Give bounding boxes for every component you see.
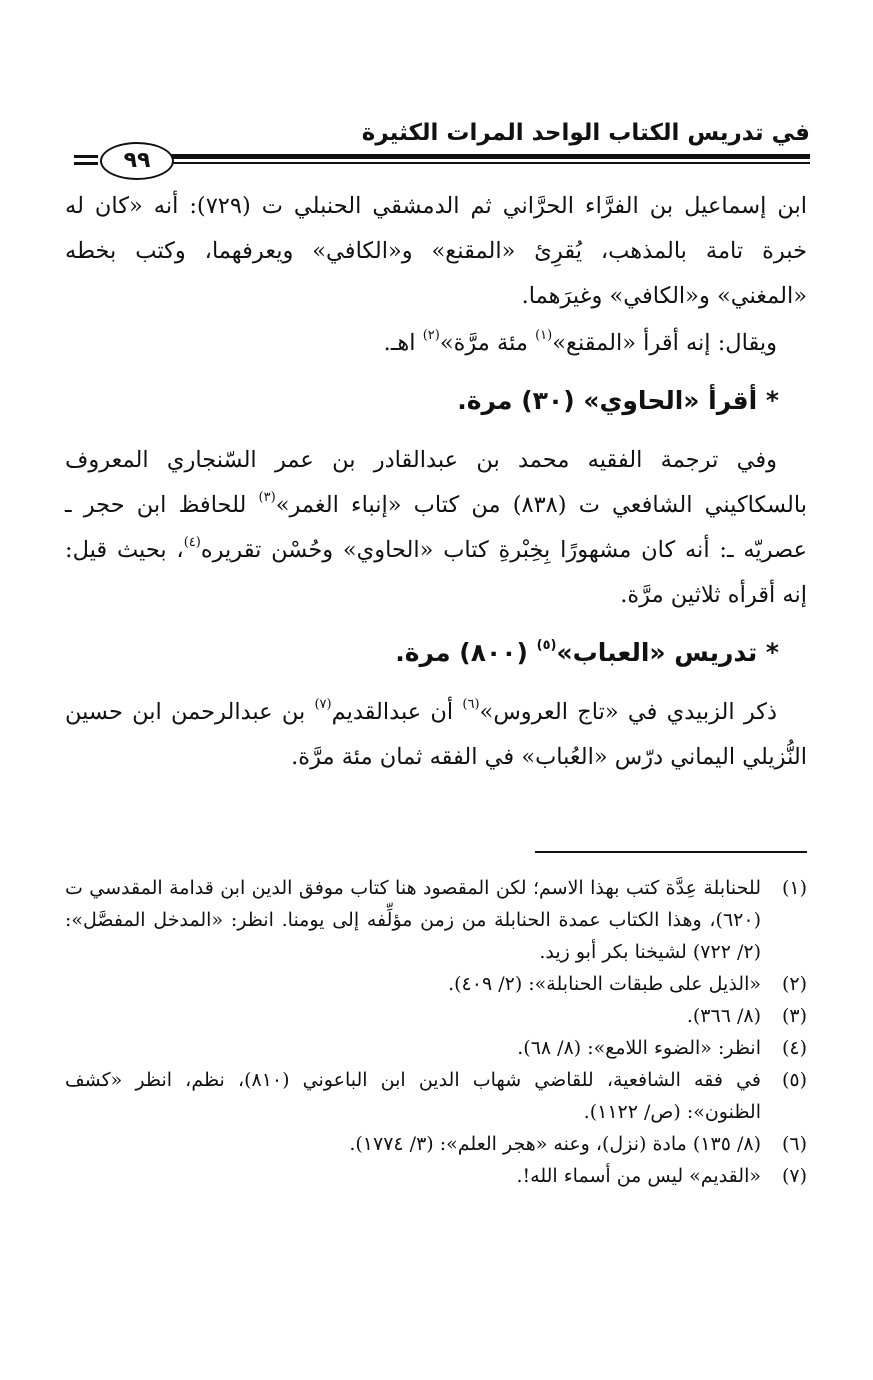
main-text xyxy=(65,184,807,780)
footnote xyxy=(65,968,807,1000)
footnote-ref: (٦) xyxy=(462,696,480,712)
footnote xyxy=(65,1064,807,1128)
page-number: ٩٩ xyxy=(100,142,174,180)
footnote-text: انظر: «الضوء اللامع»: (٨/ ٦٨). xyxy=(517,1037,761,1059)
footnote-text: «القديم» ليس من أسماء الله!. xyxy=(516,1165,761,1187)
text-span: وفي ترجمة الفقيه محمد بن عبدالقادر بن عمر السّنجاري المعروف بالسكاكيني الشافعي ت (٨٣٨) من كتاب «إنباء الغمر» xyxy=(65,447,807,518)
paragraph-2 xyxy=(65,321,807,366)
footnote-text: للحنابلة عِدَّة كتب بهذا الاسم؛ لكن المقصود هنا كتاب موفق الدين ابن قدامة المقدسي ت (٦٢٠)، وهذا الكتاب عمدة الحنابلة من زمن مؤلِّفه إلى يومنا. انظر: «المدخل المفصَّل»: (٢/ ٧٢٢) لشيخنا بكر أبو زيد. xyxy=(65,877,761,963)
text-span: ذكر الزبيدي في «تاج العروس» xyxy=(479,699,778,725)
text-span: مئة مرَّة» xyxy=(439,330,536,356)
section-heading-hawi: * أقرأ «الحاوي» (٣٠) مرة. xyxy=(457,386,779,415)
running-header xyxy=(70,118,810,180)
footnote-ref: (٢) xyxy=(422,327,440,343)
footnote xyxy=(65,1128,807,1160)
text-span: * تدريس «العباب» xyxy=(556,638,779,667)
footnote-number: (٦) xyxy=(781,1133,807,1155)
text-span: ويقال: إنه أقرأ «المقنع» xyxy=(552,330,777,356)
text-span: ، بحيث قيل: إنه أقرأه ثلاثين مرَّة. xyxy=(65,537,807,608)
footnote-ref: (٥) xyxy=(536,637,557,653)
paragraph-3 xyxy=(65,438,807,618)
page-number-bar xyxy=(74,155,98,158)
footnote-separator xyxy=(535,851,807,853)
footnote-number: (٤) xyxy=(781,1037,807,1059)
paragraph-1: ابن إسماعيل بن الفرَّاء الحرَّاني ثم الدمشقي الحنبلي ت (٧٢٩): أنه «كان له خبرة تامة بالمذهب، يُقرِئ «المقنع» و«الكافي» ويعرفهما، وكتب بخطه «المغني» و«الكافي» وغيرَهما. xyxy=(65,193,808,309)
text-span: للحافظ ابن حجر ـ عصريّه ـ: أنه كان مشهورًا بِخِبْرةِ كتاب «الحاوي» وحُسْن تقريره xyxy=(65,492,807,563)
footnotes xyxy=(65,872,807,1192)
text-span: (٨٠٠) مرة. xyxy=(395,638,537,667)
header-title: في تدريس الكتاب الواحد المرات الكثيرة xyxy=(361,120,810,146)
footnote-ref: (٤) xyxy=(183,534,201,550)
footnote-text: «الذيل على طبقات الحنابلة»: (٢/ ٤٠٩). xyxy=(448,973,761,995)
footnote-ref: (١) xyxy=(535,327,553,343)
page-number-bar xyxy=(74,162,98,165)
text-span: بن عبدالرحمن ابن حسين النُّزيلي اليماني درّس «العُباب» في الفقه ثمان مئة مرَّة. xyxy=(65,699,807,770)
footnote-text: (٨/ ٣٦٦). xyxy=(686,1005,761,1027)
footnote-number: (١) xyxy=(781,877,807,899)
footnote-ref: (٧) xyxy=(314,696,332,712)
footnote xyxy=(65,872,807,968)
footnote xyxy=(65,1032,807,1064)
footnote-text: في فقه الشافعية، للقاضي شهاب الدين ابن الباعوني (٨١٠)، نظم، انظر «كشف الظنون»: (ص/ ١١٢٢). xyxy=(65,1069,761,1123)
header-rule-thick xyxy=(170,154,810,159)
footnote-ref: (٣) xyxy=(258,489,276,505)
text-span: أن عبدالقديم xyxy=(331,699,463,725)
section-heading-ubab xyxy=(65,624,807,682)
paragraph-4 xyxy=(65,690,807,780)
footnote-text: (٨/ ١٣٥) مادة (نزل)، وعنه «هجر العلم»: (٣/ ١٧٧٤). xyxy=(349,1133,761,1155)
footnote-number: (٣) xyxy=(781,1005,807,1027)
header-rule-thin xyxy=(170,162,810,164)
footnote-number: (٢) xyxy=(781,973,807,995)
text-span: اهـ. xyxy=(383,330,423,356)
footnote xyxy=(65,1000,807,1032)
footnote-number: (٥) xyxy=(781,1069,807,1091)
footnote xyxy=(65,1160,807,1192)
footnote-number: (٧) xyxy=(781,1165,807,1187)
